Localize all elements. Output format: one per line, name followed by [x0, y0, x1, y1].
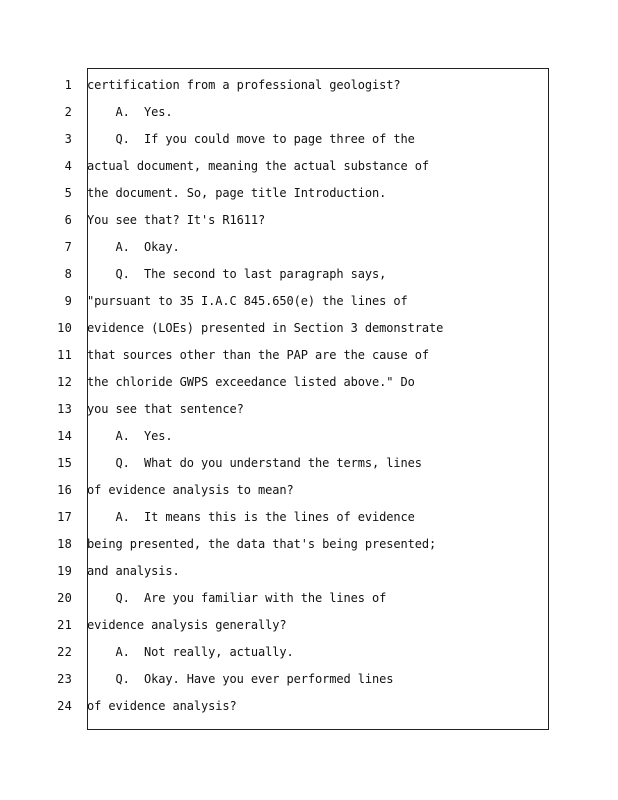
line-number: 5 — [64, 186, 72, 200]
transcript-line: the chloride GWPS exceedance listed above." Do — [87, 375, 415, 389]
transcript-line: A. Not really, actually. — [87, 645, 294, 659]
line-number: 20 — [57, 591, 72, 605]
line-number: 8 — [64, 267, 72, 281]
line-number: 17 — [57, 510, 72, 524]
line-number: 21 — [57, 618, 72, 632]
transcript-line: You see that? It's R1611? — [87, 213, 266, 227]
line-number: 13 — [57, 402, 72, 416]
transcript-line: of evidence analysis? — [87, 699, 237, 713]
transcript-line: actual document, meaning the actual substance of — [87, 159, 429, 173]
line-number: 9 — [64, 294, 72, 308]
transcript-line: A. Yes. — [87, 429, 173, 443]
line-number: 24 — [57, 699, 72, 713]
line-number: 18 — [57, 537, 72, 551]
transcript-line: you see that sentence? — [87, 402, 244, 416]
transcript-line: evidence (LOEs) presented in Section 3 demonstrate — [87, 321, 444, 335]
line-number: 14 — [57, 429, 72, 443]
line-number: 1 — [64, 78, 72, 92]
line-number: 11 — [57, 348, 72, 362]
transcript-line: "pursuant to 35 I.A.C 845.650(e) the lines of — [87, 294, 408, 308]
transcript-line: certification from a professional geologist? — [87, 78, 401, 92]
transcript-line: Q. The second to last paragraph says, — [87, 267, 387, 281]
line-number: 23 — [57, 672, 72, 686]
transcript-line: evidence analysis generally? — [87, 618, 287, 632]
line-number: 16 — [57, 483, 72, 497]
line-number: 10 — [57, 321, 72, 335]
line-number: 7 — [64, 240, 72, 254]
transcript-line: that sources other than the PAP are the cause of — [87, 348, 429, 362]
line-number: 19 — [57, 564, 72, 578]
line-number: 22 — [57, 645, 72, 659]
line-number: 2 — [64, 105, 72, 119]
line-number: 12 — [57, 375, 72, 389]
transcript-line: A. It means this is the lines of evidence — [87, 510, 415, 524]
transcript-line: and analysis. — [87, 564, 180, 578]
transcript-line: Q. What do you understand the terms, lines — [87, 456, 422, 470]
transcript-line: being presented, the data that's being presented; — [87, 537, 437, 551]
line-number: 3 — [64, 132, 72, 146]
transcript-line: the document. So, page title Introduction. — [87, 186, 387, 200]
transcript-line: Q. If you could move to page three of the — [87, 132, 415, 146]
transcript-line: A. Yes. — [87, 105, 173, 119]
line-number: 4 — [64, 159, 72, 173]
line-number: 6 — [64, 213, 72, 227]
transcript-line: Q. Okay. Have you ever performed lines — [87, 672, 394, 686]
transcript-line: A. Okay. — [87, 240, 180, 254]
transcript-line: of evidence analysis to mean? — [87, 483, 294, 497]
transcript-line: Q. Are you familiar with the lines of — [87, 591, 387, 605]
line-number: 15 — [57, 456, 72, 470]
